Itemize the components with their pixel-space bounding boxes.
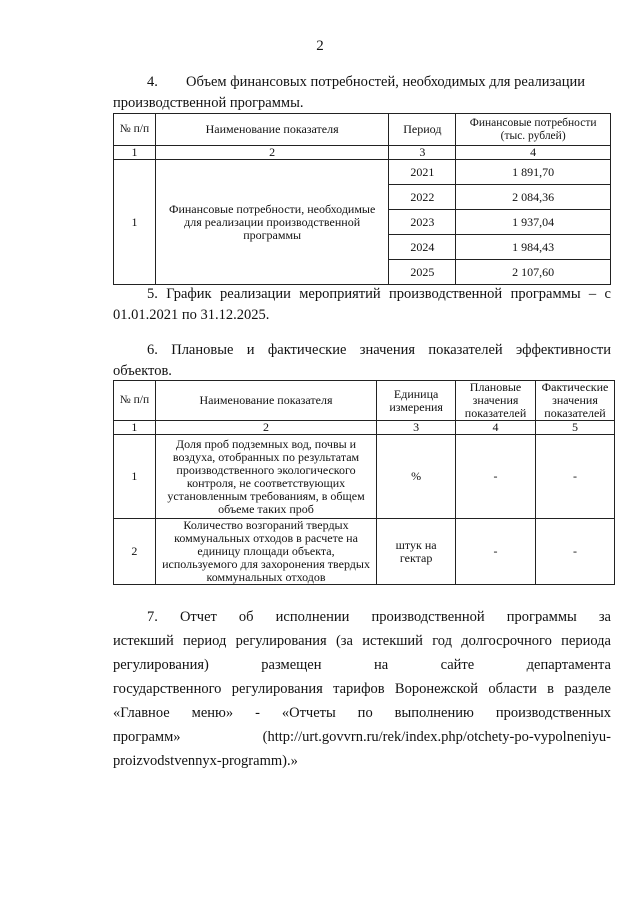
table1-index-row (114, 146, 611, 160)
section4-title-line1: Объем финансовых потребностей, необходимых для реализации (186, 74, 585, 90)
table1-value-cell: 2 107,60 (456, 260, 611, 285)
section7-line4: государственного регулирования тарифов Воронежской области в разделе (113, 681, 611, 697)
section4-title-line2: производственной программы. (113, 95, 304, 111)
table1-row-name: Финансовые потребности, необходимые для реализации производственной программы (155, 160, 388, 285)
section7-line1: 7. Отчет об исполнении производственной программы за (147, 609, 611, 625)
table2-header-num: № п/п (114, 381, 156, 421)
table2-index-cell: 3 (377, 421, 456, 435)
table1-header-name: Наименование показателя (155, 114, 388, 146)
table2-index-cell: 1 (114, 421, 156, 435)
efficiency-indicators-table (113, 380, 615, 585)
table2-index-cell: 5 (536, 421, 615, 435)
table2-row-num: 1 (114, 435, 156, 519)
table-row (114, 160, 611, 185)
financial-needs-table (113, 113, 611, 285)
table1-period-cell: 2022 (389, 185, 456, 210)
section6-line1: 6. Плановые и фактические значения показателей эффективности (147, 342, 611, 358)
table2-row-name: Количество возгораний твердых коммунальных отходов в расчете на единицу площади объекта, используемого для захоронения твердых коммунальных отходов (155, 519, 376, 585)
table1-header-num: № п/п (114, 114, 156, 146)
table1-value-cell: 1 891,70 (456, 160, 611, 185)
table2-index-cell: 2 (155, 421, 376, 435)
table1-index-cell: 1 (114, 146, 156, 160)
section7-line3: регулирования) размещен на сайте департамента (113, 657, 611, 673)
table2-row-unit: % (377, 435, 456, 519)
section4-number: 4. (147, 74, 158, 90)
table1-header-needs: Финансовые потребности (тыс. рублей) (456, 114, 611, 146)
table2-row-num: 2 (114, 519, 156, 585)
table2-header-row (114, 381, 615, 421)
table2-row-fact: - (536, 435, 615, 519)
table1-period-cell: 2021 (389, 160, 456, 185)
table1-header-period: Период (389, 114, 456, 146)
table1-index-cell: 3 (389, 146, 456, 160)
table1-period-cell: 2025 (389, 260, 456, 285)
table1-period-cell: 2024 (389, 235, 456, 260)
section6-line2: объектов. (113, 363, 172, 379)
table-row (114, 519, 615, 585)
table2-row-fact: - (536, 519, 615, 585)
table2-header-name: Наименование показателя (155, 381, 376, 421)
table2-row-unit: штук на гектар (377, 519, 456, 585)
table2-index-row (114, 421, 615, 435)
section5-line2: 01.01.2021 по 31.12.2025. (113, 307, 270, 323)
section7-line6: программ» (http://urt.govvrn.ru/rek/index.php/otchety-po-vypolneniyu- (113, 729, 611, 745)
table2-row-plan: - (456, 435, 536, 519)
table1-index-cell: 2 (155, 146, 388, 160)
section7-line7: proizvodstvennyx-programm).» (113, 753, 298, 769)
table2-row-plan: - (456, 519, 536, 585)
table2-header-fact: Фактические значения показателей (536, 381, 615, 421)
table1-period-cell: 2023 (389, 210, 456, 235)
table1-value-cell: 2 084,36 (456, 185, 611, 210)
section7-line2: истекший период регулирования (за истекший год долгосрочного периода (113, 633, 611, 649)
section5-line1: 5. График реализации мероприятий производственной программы – с (147, 286, 611, 302)
table-row (114, 435, 615, 519)
table2-header-unit: Единица измерения (377, 381, 456, 421)
table2-index-cell: 4 (456, 421, 536, 435)
table1-index-cell: 4 (456, 146, 611, 160)
section7-line5: «Главное меню» - «Отчеты по выполнению производственных (113, 705, 611, 721)
table1-value-cell: 1 984,43 (456, 235, 611, 260)
table1-row-num: 1 (114, 160, 156, 285)
table1-header-row (114, 114, 611, 146)
table2-row-name: Доля проб подземных вод, почвы и воздуха, отобранных по результатам производственного экологического контроля, не соответствующих установленным требованиям, в общем объеме таких проб (155, 435, 376, 519)
page-number: 2 (316, 38, 324, 54)
table1-value-cell: 1 937,04 (456, 210, 611, 235)
table2-header-plan: Плановые значения показателей (456, 381, 536, 421)
